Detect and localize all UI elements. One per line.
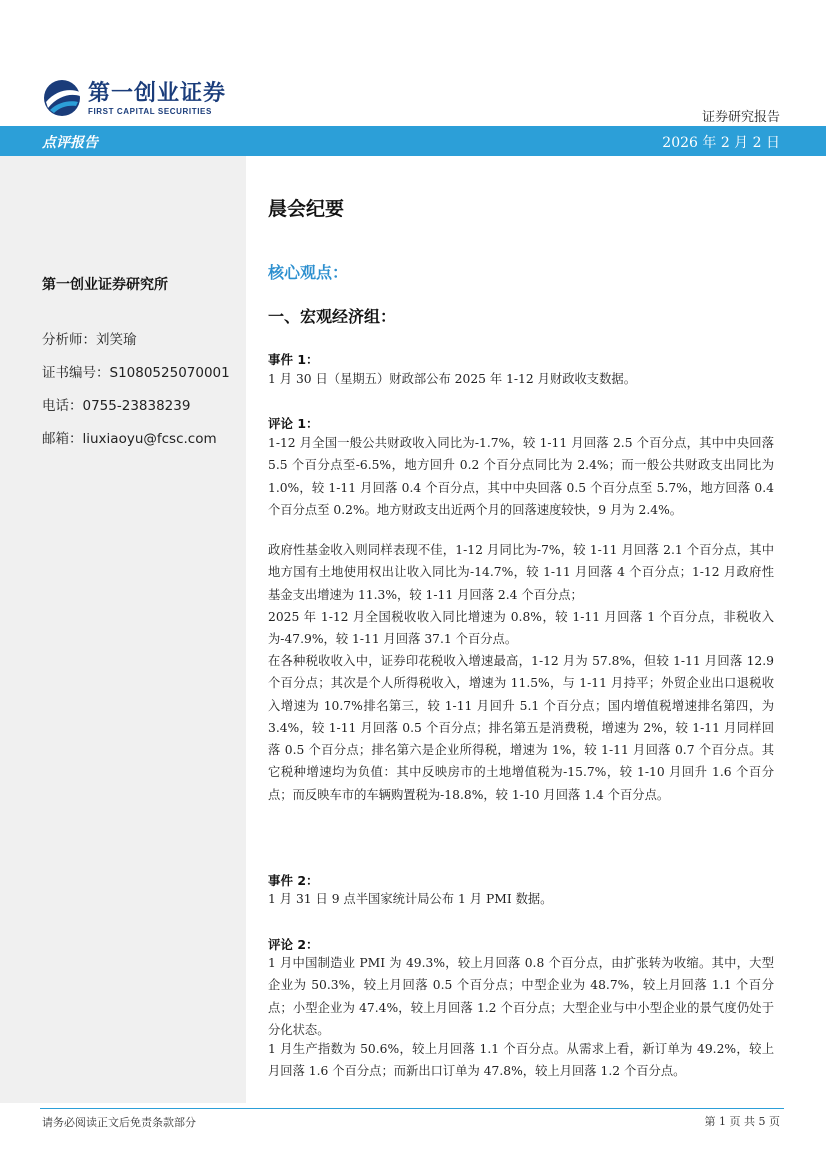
logo-chinese-name: 第一创业证券: [88, 80, 227, 106]
logo-english-name: FIRST CAPITAL SECURITIES: [88, 106, 212, 116]
header-banner: [0, 126, 826, 156]
core-view-heading: 核心观点：: [268, 263, 349, 282]
report-type-label: 证券研究报告: [701, 110, 780, 125]
comment-1-paragraph: 政府性基金收入则同样表现不佳，1-12 月同比为-7%，较 1-11 月回落 2.1 个百分点，其中地方国有土地使用权出让收入同比为-14.7%，较 1-11 月回落 4 个百分点；1-12 月政府性基金支出增速为 11.3%，较 1-11 月回落 2.4 个百分点；: [268, 543, 774, 602]
phone-number: 电话：0755-23838239: [42, 398, 191, 414]
event-2-label: 事件 2：: [268, 873, 319, 888]
company-logo: [42, 78, 226, 118]
comment-2-label: 评论 2：: [268, 937, 319, 952]
report-category: 点评报告: [42, 135, 98, 151]
section-heading-macro: 一、宏观经济组：: [268, 307, 397, 326]
globe-logo-icon: [42, 78, 82, 118]
comment-1-paragraph: 1-12 月全国一般公共财政收入同比为-1.7%，较 1-11 月回落 2.5 个百分点，其中中央回落 5.5 个百分点至-6.5%，地方回升 0.2 个百分点同比为 2.4%；而一般公共财政支出同比为 1.0%，较 1-11 月回落 0.4 个百分点，其中中央回落 0.5 个百分点至 5.7%，地方回落 0.4 个百分点至 0.2%。地方财政支出近两个月的回落速度较快，9 月为 2.4%。: [268, 436, 774, 517]
institute-name: 第一创业证券研究所: [42, 277, 168, 293]
page-title: 晨会纪要: [268, 198, 345, 220]
page-number: 第 1 页 共 5 页: [704, 1115, 780, 1128]
event-1-text: 1 月 30 日（星期五）财政部公布 2025 年 1-12 月财政收支数据。: [268, 372, 636, 386]
certificate-number: 证书编号：S1080525070001: [42, 365, 230, 381]
comment-2-paragraph: 1 月中国制造业 PMI 为 49.3%，较上月回落 0.8 个百分点，由扩张转为收缩。其中，大型企业为 50.3%，较上月回落 0.5 个百分点；中型企业为 48.7%，较上月回落 1.1 个百分点；小型企业为 47.4%，较上月回落 1.2 个百分点；大型企业与中小型企业的景气度仍处于分化状态。: [268, 956, 774, 1037]
comment-1-label: 评论 1：: [268, 416, 319, 431]
event-1-label: 事件 1：: [268, 352, 319, 367]
email-address: 邮箱：liuxiaoyu@fcsc.com: [42, 431, 217, 447]
footer-disclaimer: 请务必阅读正文后免责条款部分: [42, 1116, 196, 1129]
sidebar: [0, 156, 246, 1103]
analyst-name: 分析师：刘笑瑜: [42, 332, 137, 348]
comment-2-paragraph: 1 月生产指数为 50.6%，较上月回落 1.1 个百分点。从需求上看，新订单为 49.2%，较上月回落 1.6 个百分点；而新出口订单为 47.8%，较上月回落 1.2 个百分点。: [268, 1042, 774, 1079]
report-date: 2026 年 2 月 2 日: [662, 135, 780, 151]
event-2-text: 1 月 31 日 9 点半国家统计局公布 1 月 PMI 数据。: [268, 892, 553, 906]
footer-divider: [40, 1108, 784, 1109]
comment-1-paragraph: 在各种税收收入中，证券印花税收入增速最高，1-12 月为 57.8%，但较 1-11 月回落 12.9 个百分点；其次是个人所得税收入，增速为 11.5%，与 1-11 月持平；外贸企业出口退税收入增速为 10.7%排名第三，较 1-11 月回升 5.1 个百分点；国内增值税增速排名第四，为 3.4%，较 1-11 月回落 0.5 个百分点；排名第五是消费税，增速为 2%，较 1-11 月同样回落 0.5 个百分点；排名第六是企业所得税，增速为 1%，较 1-11 月回落 0.7 个百分点。其它税种增速均为负值：其中反映房市的土地增值税为-15.7%，较 1-10 月回升 1.6 个百分点；而反映车市的车辆购置税为-18.8%，较 1-10 月回落 1.4 个百分点。: [268, 654, 774, 802]
comment-1-paragraph: 2025 年 1-12 月全国税收收入同比增速为 0.8%，较 1-11 月回落 1 个百分点，非税收入为-47.9%，较 1-11 月回落 37.1 个百分点。: [268, 610, 774, 647]
